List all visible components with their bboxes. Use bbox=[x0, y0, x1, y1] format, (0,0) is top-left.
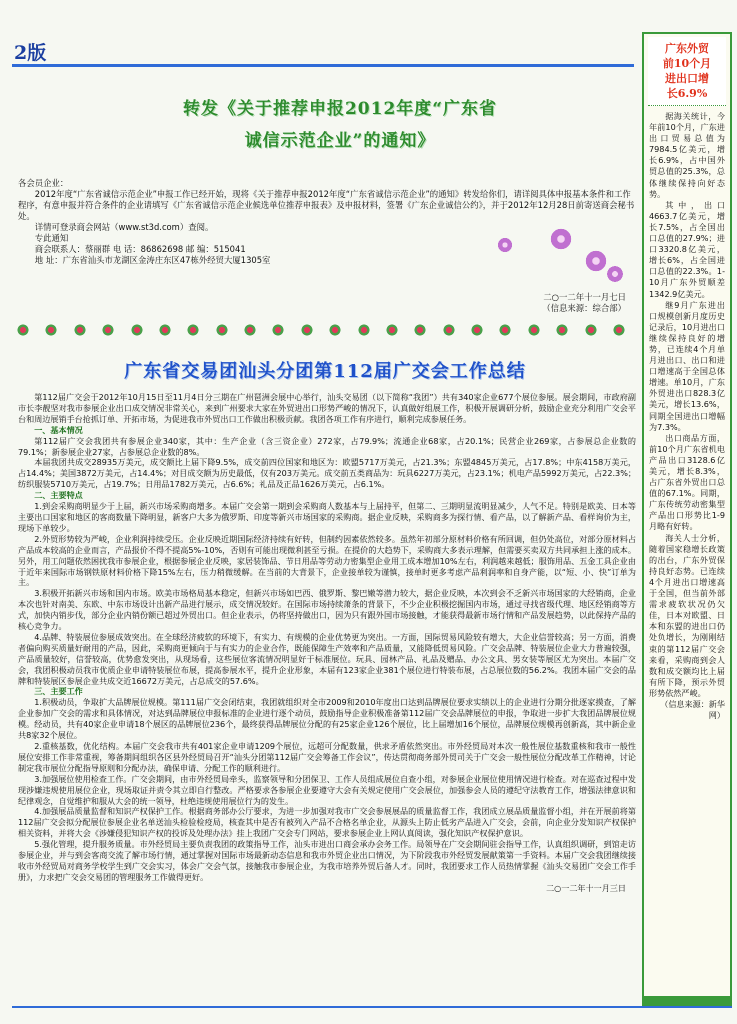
notice-article bbox=[18, 178, 636, 314]
sidebar-paragraph: 出口商品方面，前10个月广东省机电产品出口3128.6亿美元，增长8.3%，占广东省外贸出口总值的67.1%。同期，广东传统劳动密集型产品出口形势比1-9月略有好转。 bbox=[649, 432, 725, 532]
flower-divider-icon bbox=[44, 323, 58, 337]
notice-title-line1: 转发《关于推荐申报2012年度“广东省 bbox=[182, 99, 498, 119]
flower-divider-icon bbox=[442, 323, 456, 337]
flower-divider-icon bbox=[584, 323, 598, 337]
report-paragraph: 3.积极开拓新兴市场和国内市场。欧美市场格局基本稳定，但新兴市场如巴西、俄罗斯、黎巴嫩等潜力较大，据企业反映，本次到会不乏新兴市场国家的大经销商，企业本次也针对南美、东欧、中东市场设计出新产品进行展示，成交情况较好。在国际市场持续萧条的背景下，不少企业积极挖掘国内市场，通过寻找省级代理、地区经销商等方式，加快内销步伐，部分企业内销份额已超过外贸出口。但企业表示，仍将坚持做出口，因为只有跟外国市场接触，才能获得最新市场行情和产品发展趋势，以此保持产品的核心竞争力。 bbox=[18, 588, 636, 632]
section-heading: 一、基本情况 bbox=[34, 424, 83, 435]
section-heading: 二、主要特点 bbox=[34, 490, 83, 501]
report-paragraph: 2.外贸形势较为严峻，企业利润持续受压。企业反映近期国际经济持续有好转，但制约因素依然较多。虽然年初部分原材料价格有所回调，但仍处高位，对部分原材料占产品成本较高的企业而言，产品报价不得不提高5%-10%，否则有可能出现微利甚至亏损。在提价的大趋势下，采购商大多表示理解，但需要买卖双方共同承担上涨的成本。另外，用工问题依然困扰我市参展企业，根据参展企业反映，家居装饰品、节日用品等劳动力密集型企业用工成本增加10%左右，利润越来越低；服饰用品、五金工具企业由于近年来国际市场钢铁原材料价格下降15%左右，压力稍微缓解。在当前的大背景下，企业接单较为谨慎，接单时更多考虑产品利润率和自身产能，以“短、小、快”订单为主。 bbox=[18, 533, 636, 588]
sidebar-title-line: 广东外贸 bbox=[665, 42, 709, 55]
flower-divider-icon bbox=[385, 323, 399, 337]
flower-divider-icon bbox=[73, 323, 87, 337]
sidebar-title-line: 前10个月 bbox=[662, 57, 712, 70]
sidebar-paragraph: 继9月广东进出口规模创新月度历史记录后，10月进出口继续保持良好的增势，已连续4个月单月进出口、出口和进口增速高于全国总体增速。单10月，广东外贸进出口828.3亿美元，增长13.6%，同期全国进出口增幅为7.3%。 bbox=[649, 299, 725, 432]
header-rule bbox=[12, 64, 634, 67]
flower-divider-icon bbox=[328, 323, 342, 337]
flower-divider-icon bbox=[470, 323, 484, 337]
sidebar-paragraph: 据海关统计，今年前10个月，广东进出口贸易总值为7984.5亿美元，增长6.9%，占中国外贸总值的25.3%，总体继续保持向好态势。 bbox=[649, 111, 725, 199]
report-intro: 第112届广交会于2012年10月15日至11月4日分三期在广州琶洲会展中心举行，汕头交易团（以下简称“我团”）共有340家企业677个展位参展。展会期间，市政府副市长李靓坚对我市参展企业出口成交情况非常关心，来到广州要求大家在外贸进出口形势严峻的情况下，认真做好组展工作，积极开展调研分析，鼓励企业充分利用广交会平台和周边展销手台抢抓订单、开拓市场，为促进我市外贸出口工作做出积极贡献。我团各项工作有序进行，顺利完成参展任务。 bbox=[18, 392, 636, 424]
notice-website: 详情可登录商会网站（www.st3d.com）查阅。 bbox=[34, 222, 214, 232]
flower-divider-icon bbox=[101, 323, 115, 337]
sidebar-body bbox=[644, 109, 730, 723]
flower-divider-icon bbox=[130, 323, 144, 337]
report-article bbox=[18, 392, 636, 894]
sidebar-title-line: 进出口增 bbox=[665, 72, 709, 85]
flower-divider-icon bbox=[186, 323, 200, 337]
flower-divider-icon bbox=[498, 323, 512, 337]
report-paragraph: 1.到会采购商明显少于上届，新兴市场采购商增多。本届广交会第一期到会采购商人数基本与上届持平，但第二、三期明显流明显减少，人气不足。特别是欧美、日本等主要出口国家和地区的客商数量下降明显，新客户大多为俄罗斯、印度等新兴市场国家的采购商。据企业反映，采购商多为探行情、看产品，以了解新产品、看样询价为主，现场下单较少。 bbox=[18, 501, 636, 533]
flower-decoration-icon bbox=[548, 226, 574, 252]
flower-divider-icon bbox=[612, 323, 626, 337]
section-heading: 三、主要工作 bbox=[34, 686, 83, 697]
sidebar-title bbox=[648, 37, 726, 106]
notice-source: （信息来源：综合部） bbox=[542, 303, 626, 313]
report-paragraph: 4.品牌、特装展位参展成效突出。在全球经济疲软的环境下，有实力、有规模的企业优势更为突出。一方面，国际贸易风险较有增大，大企业信誉较高；另一方面，消费者偏向购买质量好耐用的产品，因此，采购商更倾向于与有实力的企业合作，既能保障生产效率和产品质量，又能降低贸易风险。广交会品牌、特装展位企业大力普遍较强，产品质量较好，信誉较高，优势愈发突出，从现场看，这些展位客流情况明显好于标准展位。玩具、园林产品、礼品及赠品、办公文具、男女装等展区尤为突出。本届广交会，我团积极动员我市优质企业申请特装展位布展，提高参展水平，提升企业形象，本届有123家企业381个展位进行特装布展，占总展位数的56.2%。我团本届广交会的品牌和特装展区参展企业共成交近16672万美元，占总成交的57.6%。 bbox=[18, 631, 636, 686]
flower-divider-icon bbox=[16, 323, 30, 337]
report-title: 广东省交易团汕头分团第112届广交会工作总结 bbox=[124, 361, 526, 382]
report-date: 二○一二年十一月三日 bbox=[546, 882, 626, 893]
sidebar-title-line: 长6.9% bbox=[666, 87, 708, 100]
flower-divider-icon bbox=[413, 323, 427, 337]
page-number-label: 2版 bbox=[14, 42, 47, 64]
sidebar-paragraph: 其中，出口4663.7亿美元，增长7.5%，占全国出口总值的27.9%；进口3320.8亿美元，增长6%，占全国进口总值的22.3%。1-10月广东外贸顺差1342.9亿美元。 bbox=[649, 199, 725, 299]
sidebar-paragraph: 海关人士分析，随着国家稳增长政策的出台，广东外贸保持良好态势。已连续4个月进出口增速高于全国，但当前外部需求疲软状况仍欠佳，日本对欧盟、日本和东盟的进出口仍处负增长，为刚刚结束的第112届广交会来看，采购商到会人数和成交额均比上届有所下降，预示外贸形势依然严峻。 bbox=[649, 532, 725, 698]
flower-divider-icon bbox=[357, 323, 371, 337]
sidebar-footer-bar bbox=[642, 998, 732, 1006]
flower-decoration-icon bbox=[496, 236, 514, 254]
flower-divider-icon bbox=[271, 323, 285, 337]
flower-divider-icon bbox=[527, 323, 541, 337]
notice-title bbox=[60, 93, 620, 157]
notice-contact: 商会联系人：蔡丽群 电 话：86862698 邮 编：515041 bbox=[34, 244, 246, 254]
sidebar-source: （信息来源：新华网） bbox=[660, 698, 725, 721]
footer-rule bbox=[12, 1006, 732, 1008]
notice-title-line2: 诚信示范企业”的通知》 bbox=[244, 131, 436, 151]
flower-divider-row bbox=[16, 323, 626, 339]
report-paragraph: 本届我团共成交28935万美元，成交额比上届下降9.5%，成交前四位国家和地区为：欧盟5717万美元，占21.3%；东盟4845万美元，占17.8%；中东4158万美元，占14.4%；美国3872万美元，占14.4%；对目成交额为历史最低，仅有203万美元。成交前五类商品为：玩具6227万美元，占23.1%；机电产品5992万美元，占22.3%；纺织服装5710万美元，占19.7%；日用品1782万美元，占6.6%；礼品及正品1626万美元，占6.1%。 bbox=[18, 457, 636, 490]
flower-divider-icon bbox=[555, 323, 569, 337]
flower-decoration-icon bbox=[605, 264, 625, 284]
sidebar-news-column bbox=[642, 32, 732, 998]
report-paragraph: 4.加强展品质量监督和知识产权保护工作。根据商务部办公厅要求，为进一步加强对我市广交会参展展品的质量监督工作，我团成立展品质量监督小组，并在开展前将第112届广交会拟分配展位参展企业名单送汕头检验检疫局，核查其中是否有被列入产品不合格名单企业，从源头上防止低劣产品进入广交会，会前，向企业分发知识产权保护相关资料，并将大会《涉嫌侵犯知识产权的投诉及处理办法》挂上我团广交会专门网站，要求参展企业上网认真阅读，强化知识产权保护意识。 bbox=[18, 806, 636, 839]
report-paragraph: 3.加强展位使用检查工作。广交会期间，由市外经贸局牵头，监察领导和分团保卫、工作人员组成展位自查小组，对参展企业展位使用情况进行检查。对在巡查过程中发现涉嫌违规使用展位企业，现场取证并责令其立即自行整改。严格要求各参展企业要遵守大会有关规定使用广交会展位，加强参会人员的遵纪守法教育工作，增强法律意识和纪律观念，自觉维护和服从大会的统一领导，杜绝违规使用展位行为的发生。 bbox=[18, 773, 636, 806]
flower-divider-icon bbox=[215, 323, 229, 337]
flower-divider-icon bbox=[243, 323, 257, 337]
report-paragraph: 5.强化管理，提升服务质量。市外经贸局主要负责我团的政策指导工作，汕头市进出口商会承办会务工作。局领导在广交会期间驻会指导工作，认真组织调研，到馆走访参展企业，并与到会客商交流了解市场行情，通过掌握对国际市场最新动态信息和我市外贸企业出口情况，为下阶段我市外经贸发展献策第一手资料。本届广交会我团继续接收市外经贸局对商务学校学生到广交会实习，体会广交会气氛，接触我市参展企业，为我市培养外贸后备人才。同时，我团要求工作人员热情掌握《汕头交易团广交会工作手册》，力求把广交会交易团的管理服务工作做得更好。 bbox=[18, 839, 636, 882]
notice-salutation: 各会员企业： bbox=[18, 178, 69, 188]
report-paragraph: 第112届广交会我团共有参展企业340家，其中：生产企业（含三资企业）272家，占79.9%；流通企业68家，占20.1%；民营企业269家，占参展总企业数的79.1%；新参展企业27家，占参展总企业数的8%。 bbox=[18, 435, 636, 457]
notice-closing: 专此通知 bbox=[34, 233, 69, 243]
flower-divider-icon bbox=[158, 323, 172, 337]
notice-date: 二○一二年十一月七日 bbox=[543, 292, 626, 302]
flower-divider-icon bbox=[300, 323, 314, 337]
notice-address: 地 址：广东省汕头市龙湖区金涛庄东区47栋外经贸大厦1305室 bbox=[34, 255, 271, 265]
notice-body: 2012年度“广东省诚信示范企业”申报工作已经开始，现将《关于推荐申报2012年度“广东省诚信示范企业”的通知》转发给你们，请详阅具体申报基本条件和工作程序，有意申报并符合条件的企业请填写《广东省诚信示范企业候选单位推荐申报表》及申报材料，签署《广东企业诚信公约》，并于2012年12月28日前寄送商会秘书处。 bbox=[18, 189, 635, 221]
report-paragraph: 2.重核基数，优化结构。本届广交会我市共有401家企业申请1209个展位，远超可分配数量，供求矛盾依然突出。市外经贸局对本次一般性展位基数重核和我市一般性展位安排工作非常重视，筹备期间组织各区县外经贸局召开“汕头分团第112届广交会筹备工作会议”，传达贯彻商务部外贸司关于广交会一般性展位分配改革工作精神，讨论制定我市展位分配指导原则和分配办法，确保申请、分配工作的顺利进行。 bbox=[18, 741, 636, 773]
report-paragraph: 1.积极动员，争取扩大品牌展位规模。第111届广交会闭结束，我团就组织对全市2009和2010年度出口达到品牌展位要求实绩以上的企业进行分期分批逐家摸查，了解企业参加广交会的需求和具体情况，对达到品牌展位申报标准的企业进行逐个动员，鼓励指导企业积极准备第112届广交会品牌展位的申报，争取进一步扩大我团品牌展位规模。经动员，共有40家企业申请18个展区的品牌展位236个，最终获得品牌展位分配的有25家企业126个展位，比上届增加16个展位，品牌展位规模再创新高，其中新企业共8家32个展位。 bbox=[18, 697, 636, 741]
